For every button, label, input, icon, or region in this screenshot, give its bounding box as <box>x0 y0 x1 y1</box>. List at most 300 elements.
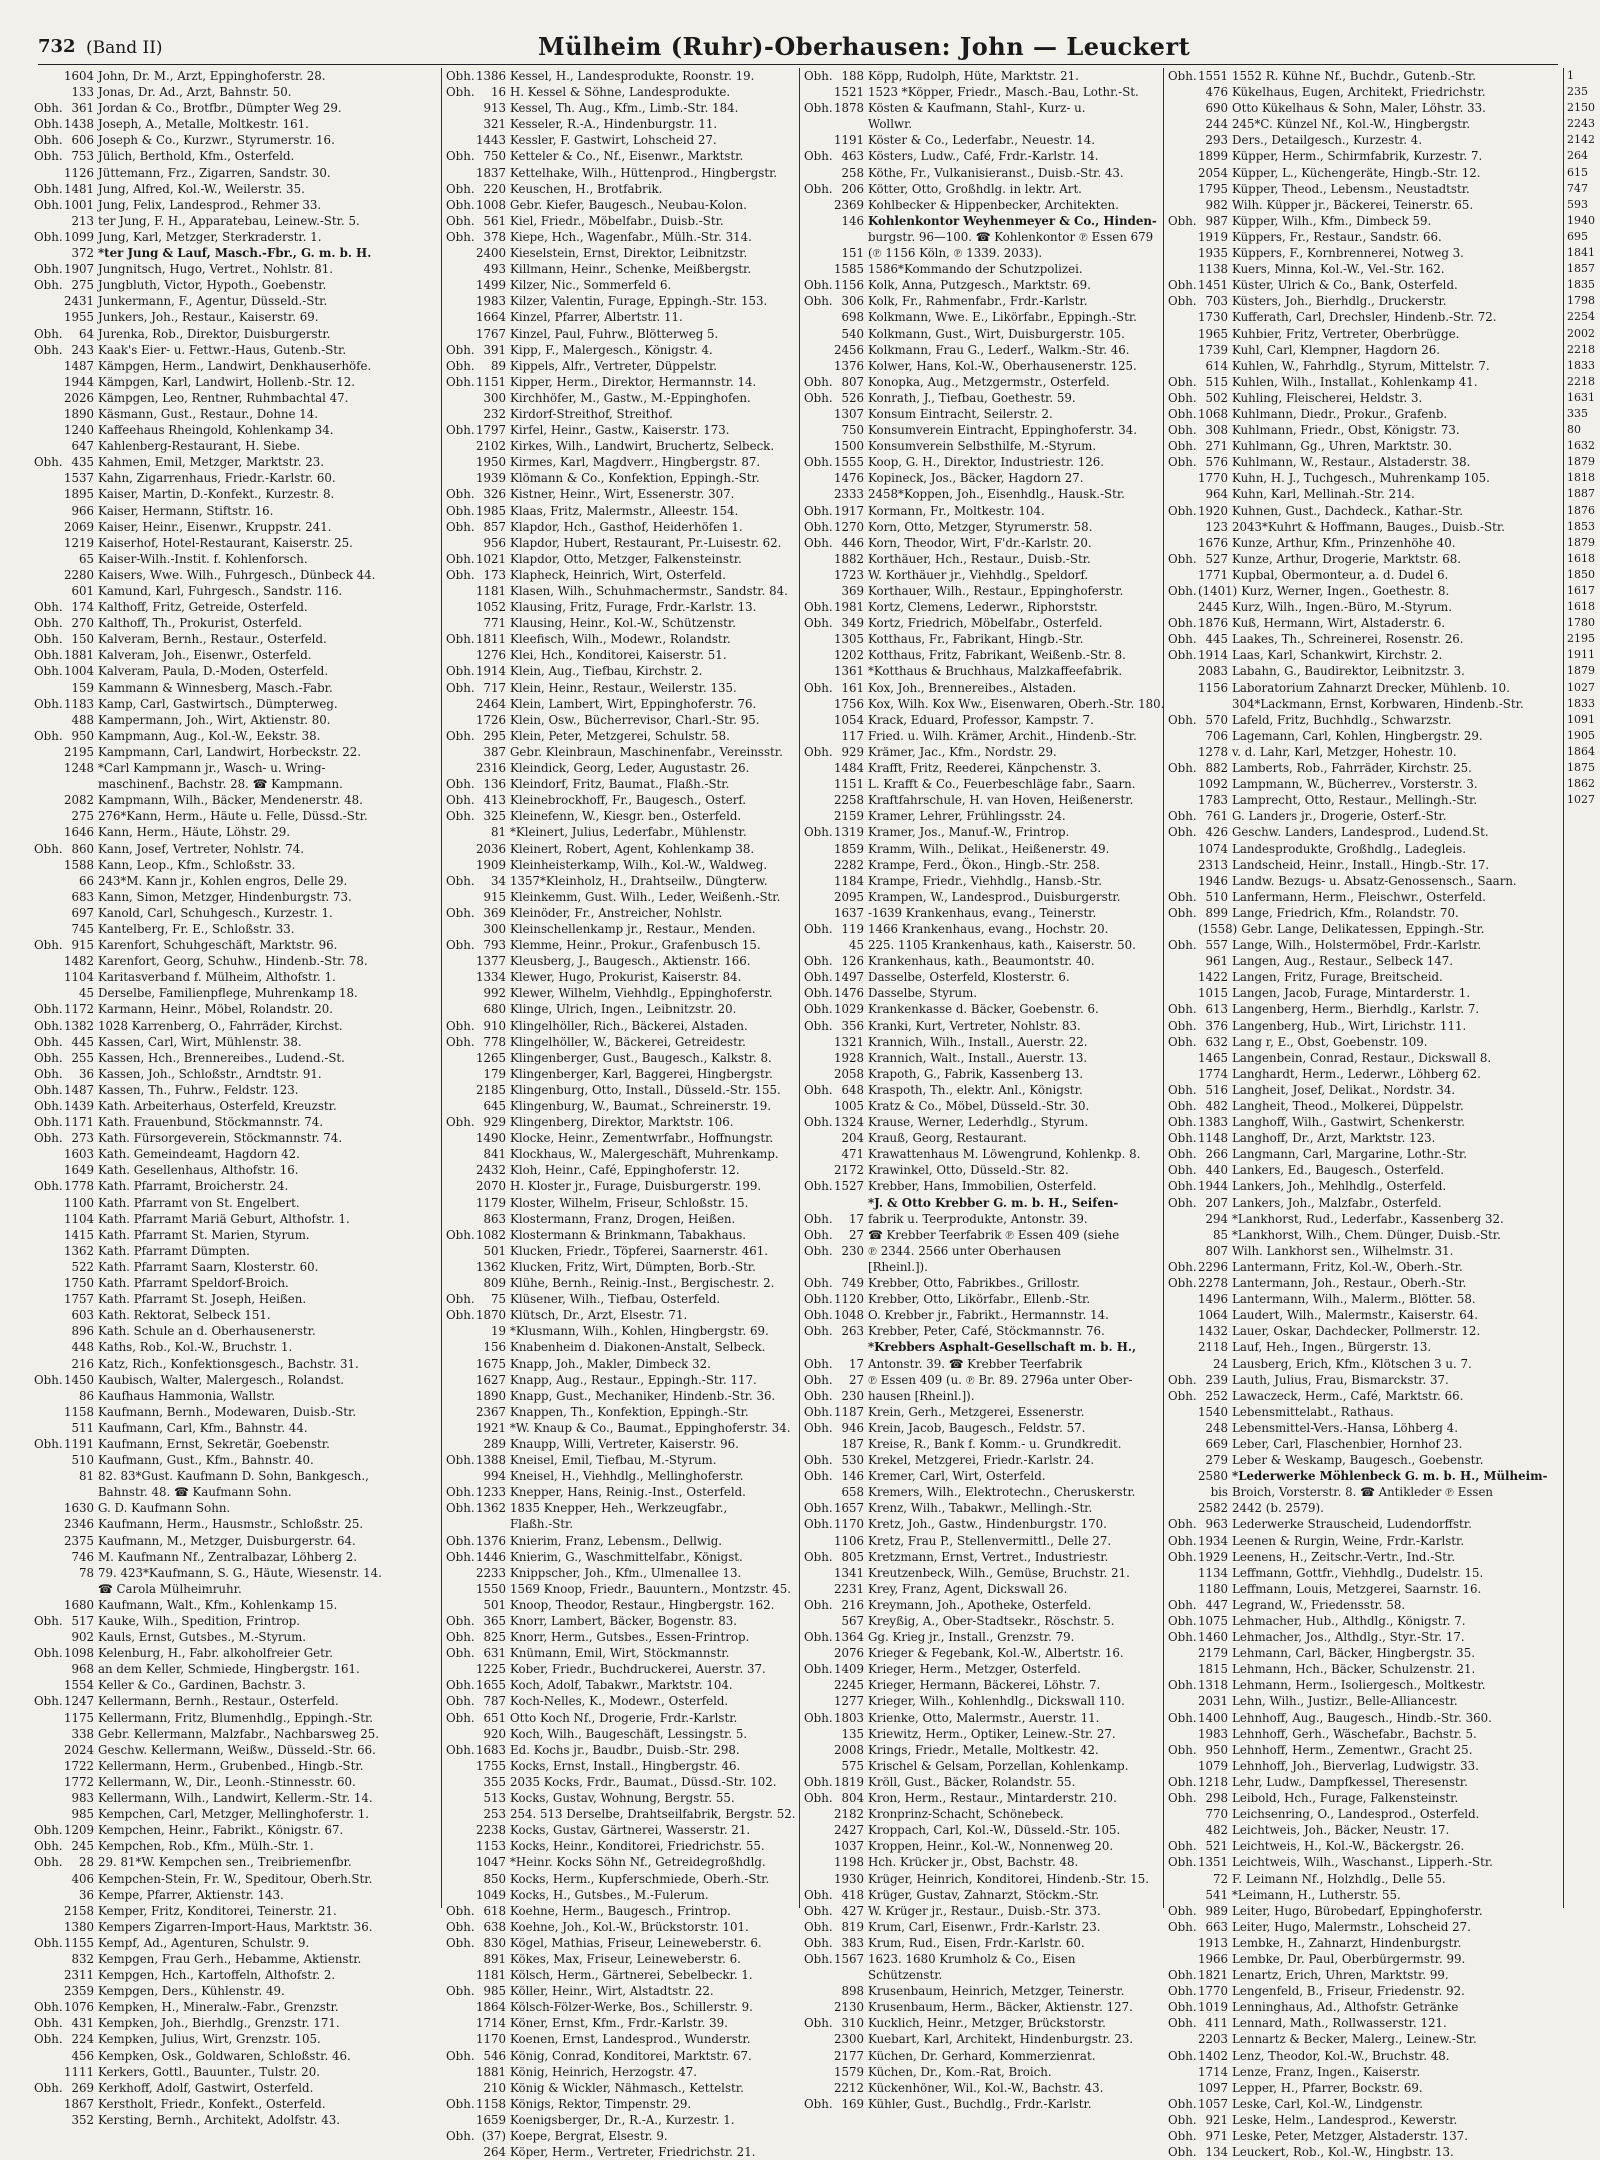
directory-entry <box>804 583 1160 599</box>
entry-text: Kuhlmann, Gg., Uhren, Marktstr. 30. <box>1232 439 1452 454</box>
entry-text: Leske, Carl, Kol.-W., Lindgenstr. <box>1232 2096 1424 2111</box>
entry-text: Kellermann, Bernh., Restaur., Osterfeld. <box>98 1694 339 1709</box>
entry-phone-number: 2278 <box>1198 1276 1229 1291</box>
entry-phone-number: 1882 <box>834 551 865 566</box>
entry-phone-number: 1324 <box>834 1115 865 1130</box>
entry-phone-number: 1676 <box>1198 535 1229 550</box>
directory-entry <box>1168 1919 1559 1935</box>
entry-district: Obh. <box>446 374 475 389</box>
entry-district: Obh. <box>1168 1179 1197 1194</box>
entry-text: Jung, Alfred, Kol.-W., Weilerstr. 35. <box>98 181 305 196</box>
entry-district: Obh. <box>804 1774 833 1789</box>
entry-text: Kleinert, Robert, Agent, Kohlenkamp 38. <box>510 841 755 856</box>
entry-phone-number: 1278 <box>1198 744 1229 759</box>
entry-district: Obh. <box>804 1002 833 1017</box>
entry-phone-number: 891 <box>483 1951 506 1966</box>
edge-number: 1 <box>1567 69 1574 82</box>
entry-phone-number: 898 <box>841 1984 864 1999</box>
entry-phone-number: 1172 <box>64 1002 95 1017</box>
entry-phone-number: 832 <box>71 1951 94 1966</box>
entry-district: Obh. <box>1168 584 1197 598</box>
entry-text: (℗ 1156 Köln, ℗ 1339. 2033). <box>868 246 1043 261</box>
entry-district: Obh. <box>804 744 833 759</box>
directory-entry <box>804 744 1160 760</box>
directory-entry <box>1168 277 1559 293</box>
entry-text: Kempgen, Hch., Kartoffeln, Althofstr. 2. <box>98 1968 336 1983</box>
entry-phone-number: 1074 <box>1198 841 1229 856</box>
entry-phone-number: 1415 <box>64 1227 95 1242</box>
entry-text: Krüger, Heinrich, Konditorei, Hindenb.-Str. 15. <box>868 1871 1149 1886</box>
entry-phone-number: 471 <box>841 1147 864 1162</box>
entry-text: Koenen, Ernst, Landesprod., Wunderstr. <box>510 2032 751 2047</box>
entry-text: Kröll, Gust., Bäcker, Rolandstr. 55. <box>868 1774 1076 1789</box>
entry-phone-number: 1859 <box>834 841 865 856</box>
entry-text: Kolk, Anna, Putzgesch., Marktstr. 69. <box>868 278 1091 293</box>
entry-text: Lankers, Joh., Malzfabr., Osterfeld. <box>1232 1195 1442 1210</box>
entry-phone-number: 510 <box>1205 889 1228 904</box>
entry-phone-number: 706 <box>1205 728 1228 743</box>
entry-district: Obh. <box>34 2032 63 2047</box>
entry-district: Obh. <box>34 1614 63 1628</box>
entry-text: Koepe, Bergrat, Elsestr. 9. <box>510 2129 668 2143</box>
entry-phone-number: 295 <box>483 728 506 743</box>
directory-entry <box>1168 728 1559 744</box>
entry-text: Derselbe, Familienpflege, Muhrenkamp 18. <box>98 986 358 1001</box>
entry-phone-number: 258 <box>841 165 864 180</box>
directory-entry <box>446 1806 796 1822</box>
directory-entry <box>446 1790 796 1806</box>
entry-phone-number: 27 <box>848 1227 864 1242</box>
entry-text: Kober, Friedr., Buchdruckerei, Auerstr. 37. <box>510 1662 766 1677</box>
entry-phone-number: 1187 <box>834 1404 865 1419</box>
entry-text: Kleinheisterkamp, Wilh., Kol.-W., Waldweg. <box>510 857 768 872</box>
entry-text: Kirkes, Wilh., Landwirt, Bruchertz, Selbeck. <box>510 439 775 454</box>
directory-entry <box>446 1549 796 1565</box>
directory-entry <box>1168 1034 1559 1050</box>
entry-district: Obh. <box>804 1903 833 1918</box>
entry-text: Kahmen, Emil, Metzger, Marktstr. 23. <box>98 455 324 470</box>
entry-text: Klingelhöller, Rich., Bäckerei, Alstaden. <box>510 1018 748 1033</box>
edge-number: 2002 <box>1567 326 1595 340</box>
entry-phone-number: 1950 <box>476 455 507 470</box>
directory-entry <box>804 277 1160 293</box>
directory-entry <box>34 1307 438 1323</box>
directory-entry <box>1168 165 1559 181</box>
entry-district: Obh. <box>1168 406 1197 421</box>
entry-text: Kocks, Herm., Kupferschmiede, Oberh.-Str. <box>510 1871 770 1886</box>
entry-text: O. Krebber jr., Fabrikt., Hermannstr. 14. <box>868 1308 1109 1323</box>
entry-phone-number: 2431 <box>64 294 95 309</box>
entry-text: Kneisel, Emil, Tiefbau, M.-Styrum. <box>510 1453 717 1468</box>
entry-phone-number: 658 <box>841 1485 864 1500</box>
directory-entry <box>1168 1484 1559 1500</box>
entry-district: Obh. <box>804 680 833 695</box>
entry-phone-number: 36 <box>78 1066 94 1081</box>
entry-text: Kämpgen, Leo, Rentner, Ruhmbachtal 47. <box>98 390 349 405</box>
entry-phone-number: 501 <box>483 1597 506 1612</box>
entry-text: Kleinkemm, Gust. Wilh., Leder, Weißenh.-Str. <box>510 889 781 904</box>
entry-district: Obh. <box>34 1018 63 1033</box>
directory-entry <box>804 712 1160 728</box>
entry-phone-number: 17 <box>848 1356 864 1371</box>
entry-text: Kirmes, Karl, Magdverr., Hingbergstr. 87. <box>510 455 761 470</box>
entry-text: Krannich, Wilh., Install., Auerstr. 22. <box>868 1034 1088 1049</box>
entry-phone-number: 1540 <box>1198 1404 1229 1419</box>
entry-text: Kellermann, Herm., Grubenbed., Hingb.-Str. <box>98 1758 364 1773</box>
entry-phone-number: 1155 <box>64 1935 95 1950</box>
entry-phone-number: 1890 <box>476 1388 507 1403</box>
directory-entry <box>1168 1468 1559 1484</box>
entry-text: Kath. Rektorat, Selbeck 151. <box>98 1308 271 1323</box>
entry-phone-number: 1318 <box>1198 1678 1229 1693</box>
entry-district: Obh. <box>446 423 475 438</box>
entry-phone-number: 216 <box>841 1597 864 1612</box>
entry-phone-number: 1270 <box>834 519 865 534</box>
entry-district: Obh. <box>804 535 833 550</box>
entry-phone-number: 745 <box>71 921 94 936</box>
entry-district: Obh. <box>1168 1630 1197 1645</box>
directory-entry <box>1168 1903 1559 1919</box>
entry-phone-number: 669 <box>1205 1436 1228 1451</box>
entry-phone-number: 2400 <box>476 246 507 261</box>
directory-entry <box>1168 1597 1559 1613</box>
entry-text: ter Jung, F. H., Apparatebau, Leinew.-Str. 5. <box>98 213 360 228</box>
entry-phone-number: 1068 <box>1198 406 1229 421</box>
entry-text: Lantermann, Joh., Restaur., Oberh.-Str. <box>1232 1276 1467 1291</box>
entry-phone-number: 1756 <box>834 696 865 711</box>
directory-entry <box>804 937 1160 953</box>
entry-district: Obh. <box>446 1115 475 1130</box>
directory-entry <box>1168 1307 1559 1323</box>
entry-district: Obh. <box>34 1646 63 1661</box>
directory-entry <box>446 1388 796 1404</box>
entry-text: Krapoth, G., Fabrik, Kassenberg 13. <box>868 1066 1084 1081</box>
entry-phone-number: 985 <box>71 1807 94 1822</box>
directory-entry <box>1168 503 1559 519</box>
entry-text: Kerkhoff, Adolf, Gastwirt, Osterfeld. <box>98 2080 314 2095</box>
entry-district: Obh. <box>446 213 475 228</box>
entry-text: Kunze, Arthur, Kfm., Prinzenhöhe 40. <box>1232 535 1456 550</box>
directory-entry <box>34 937 438 953</box>
entry-phone-number: 1307 <box>834 406 865 421</box>
directory-entry <box>804 1565 1160 1581</box>
entry-text: Lauf, Heh., Ingen., Bürgerstr. 13. <box>1232 1340 1432 1355</box>
entry-phone-number: 1446 <box>476 1549 507 1564</box>
entry-phone-number: 778 <box>483 1034 506 1049</box>
entry-phone-number: 1052 <box>476 600 507 615</box>
entry-phone-number: 1148 <box>1198 1131 1229 1146</box>
entry-phone-number: 2245 <box>834 1678 865 1693</box>
directory-entry <box>446 293 796 309</box>
edge-number: 1833 <box>1567 696 1595 710</box>
directory-entry <box>804 1726 1160 1742</box>
edge-number: 1027 <box>1567 793 1595 807</box>
entry-text: Dasselbe, Styrum. <box>868 986 978 1001</box>
entry-district: Obh. <box>446 2048 475 2063</box>
entry-district: Obh. <box>1168 2048 1197 2063</box>
entry-phone-number: 1646 <box>64 825 95 840</box>
entry-phone-number: 698 <box>841 310 864 325</box>
entry-phone-number: 1151 <box>476 374 507 389</box>
entry-phone-number: 1484 <box>834 761 865 776</box>
entry-phone-number: 2076 <box>834 1646 865 1661</box>
entry-district: Obh. <box>34 455 63 470</box>
entry-text: Leenen & Rurgin, Weine, Frdr.-Karlstr. <box>1232 1533 1465 1548</box>
entry-district: Obh. <box>446 1646 475 1661</box>
directory-entry <box>446 342 796 358</box>
entry-district: Obh. <box>1168 1099 1197 1113</box>
entry-text: Knorr, Herm., Gutsbes., Essen-Frintrop. <box>510 1630 750 1645</box>
entry-phone-number: 1944 <box>64 374 95 389</box>
entry-phone-number: 75 <box>490 1292 506 1307</box>
entry-district: Obh. <box>1168 1388 1197 1403</box>
entry-phone-number: 522 <box>71 1259 94 1274</box>
entry-district: Obh. <box>804 278 833 293</box>
entry-phone-number: 133 <box>71 85 94 100</box>
entry-text: Klasen, Wilh., Schuhmachermstr., Sandstr. 84. <box>510 584 788 598</box>
entry-phone-number: 1120 <box>834 1292 865 1307</box>
entry-phone-number: 1460 <box>1198 1630 1229 1645</box>
directory-entry <box>446 567 796 583</box>
entry-phone-number: 929 <box>483 1115 506 1130</box>
entry-phone-number: 631 <box>483 1646 506 1661</box>
entry-phone-number: 1153 <box>476 1839 507 1854</box>
entry-district: Obh. <box>34 181 63 196</box>
entry-phone-number: 1057 <box>1198 2096 1229 2111</box>
entry-text: Kempers Zigarren-Import-Haus, Marktstr. 36. <box>98 1919 373 1934</box>
entry-district: Obh. <box>1168 1259 1197 1274</box>
entry-phone-number: 1770 <box>1198 1984 1229 1999</box>
entry-phone-number: 135 <box>841 1726 864 1741</box>
entry-phone-number: 809 <box>483 1276 506 1291</box>
entry-text: Kaiser, Hermann, Stiftstr. 16. <box>98 503 274 518</box>
entry-text: ℗ Essen 409 (u. ℗ Br. 89. 2796a unter Ober- <box>868 1372 1133 1387</box>
entry-phone-number: 1521 <box>834 85 865 100</box>
entry-phone-number: 2231 <box>834 1581 865 1596</box>
entry-text: Lampmann, W., Bücherrev., Vorsterstr. 3. <box>1232 777 1478 792</box>
entry-district: Obh. <box>1168 1195 1197 1210</box>
entry-text: Klingenburg, W., Baumat., Schreinerstr. 19. <box>510 1099 772 1113</box>
directory-entry <box>446 1999 796 2015</box>
entry-text: Kremers, Wilh., Elektrotechn., Cheruskerstr. <box>868 1485 1136 1500</box>
directory-entry <box>446 1742 796 1758</box>
entry-phone-number: 156 <box>483 1340 506 1355</box>
directory-entry <box>804 1951 1160 1967</box>
entry-text: *Carl Kampmann jr., Wasch- u. Wring- <box>98 761 326 776</box>
directory-entry <box>34 1066 438 1082</box>
entry-text: Knapp, Gust., Mechaniker, Hindenb.-Str. 36. <box>510 1388 776 1403</box>
entry-phone-number: 264 <box>483 2145 506 2160</box>
entry-text: -1639 Krankenhaus, evang., Teinerstr. <box>868 905 1097 920</box>
entry-text: Kaffeehaus Rheingold, Kohlenkamp 34. <box>98 423 334 438</box>
entry-text: *Leimann, H., Lutherstr. 55. <box>1232 1887 1401 1902</box>
directory-entry <box>446 1822 796 1838</box>
entry-phone-number: 1726 <box>476 712 507 727</box>
entry-district: Obh. <box>34 1823 63 1838</box>
entry-text: Kuhl, Carl, Klempner, Hagdorn 26. <box>1232 342 1441 357</box>
directory-entry <box>446 921 796 937</box>
next-page-edge <box>1563 68 1600 1908</box>
entry-phone-number: 24 <box>1212 1356 1228 1371</box>
entry-text: Krusenbaum, Herm., Bäcker, Aktienstr. 127. <box>868 2000 1133 2015</box>
directory-entry <box>1168 1146 1559 1162</box>
entry-phone-number: 376 <box>1205 1018 1228 1033</box>
directory-entry <box>34 1484 438 1500</box>
entry-text: Lepper, H., Pfarrer, Bockstr. 69. <box>1232 2080 1423 2095</box>
entry-phone-number: 325 <box>483 809 506 824</box>
directory-entry <box>1168 213 1559 229</box>
entry-text: Kanold, Carl, Schuhgesch., Kurzestr. 1. <box>98 905 333 920</box>
entry-text: Kath. Pfarramt Dümpten. <box>98 1243 250 1258</box>
entry-text: Krawattenhaus M. Löwengrund, Kohlenkp. 8. <box>868 1147 1141 1162</box>
entry-phone-number: 179 <box>483 1066 506 1081</box>
entry-text: Lawaczeck, Herm., Café, Marktstr. 66. <box>1232 1388 1464 1403</box>
entry-phone-number: 527 <box>1205 551 1228 566</box>
edge-number: 1818 <box>1567 471 1595 485</box>
entry-district: Obh. <box>804 1227 833 1242</box>
entry-district: Obh. <box>804 1179 833 1194</box>
entry-text: Kufferath, Carl, Drechsler, Hindenb.-Str. 72. <box>1232 310 1497 325</box>
entry-phone-number: 1878 <box>834 101 865 116</box>
entry-text: Konrath, J., Tiefbau, Goethestr. 59. <box>868 390 1076 405</box>
entry-phone-number: 1265 <box>476 1050 507 1065</box>
entry-text: 2442 (b. 2579). <box>1232 1501 1324 1516</box>
directory-entry <box>1168 1999 1559 2015</box>
directory-entry <box>1168 2015 1559 2031</box>
entry-district: Obh. <box>1168 1710 1197 1725</box>
entry-text: Kirdorf-Streithof, Streithof. <box>510 406 673 421</box>
entry-text: Köpp, Rudolph, Hüte, Marktstr. 21. <box>868 69 1079 83</box>
entry-district: Obh. <box>34 2000 63 2015</box>
entry-text: Krebber, Peter, Café, Stöckmannstr. 76. <box>868 1324 1105 1339</box>
entry-phone-number: 2464 <box>476 696 507 711</box>
directory-entry <box>804 776 1160 792</box>
entry-text: Kipper, Herm., Direktor, Hermannstr. 14. <box>510 374 757 389</box>
directory-entry <box>804 181 1160 197</box>
entry-text: Kamund, Karl, Fuhrgesch., Sandstr. 116. <box>98 584 343 598</box>
entry-text: Kempken, Osk., Goldwaren, Schloßstr. 46. <box>98 2048 351 2063</box>
entry-phone-number: 2432 <box>476 1163 507 1178</box>
entry-text: H. Kloster jr., Furage, Duisburgerstr. 199. <box>510 1179 762 1194</box>
directory-entry <box>804 245 1160 261</box>
directory-entry <box>1168 551 1559 567</box>
edge-number: 1835 <box>1567 278 1595 292</box>
entry-text: Krüger, Gustav, Zahnarzt, Stöckm.-Str. <box>868 1887 1100 1902</box>
directory-entry <box>446 1098 796 1114</box>
directory-entry <box>1168 905 1559 921</box>
entry-text: Kempe, Pfarrer, Aktienstr. 143. <box>98 1887 284 1902</box>
entry-text: Kath. Pfarramt von St. Engelbert. <box>98 1195 300 1210</box>
entry-text: Koenigsberger, Dr., R.-A., Kurzestr. 1. <box>510 2112 735 2127</box>
entry-text: an dem Keller, Schmiede, Hingbergstr. 161. <box>98 1662 360 1677</box>
directory-entry <box>1168 824 1559 840</box>
entry-phone-number: 369 <box>483 905 506 920</box>
entry-phone-number: 1588 <box>64 857 95 872</box>
entry-district: Obh. <box>446 1742 475 1757</box>
entry-district: Obh. <box>446 680 475 695</box>
entry-text: Kath. Gesellenhaus, Althofstr. 16. <box>98 1163 299 1178</box>
edge-number: 1876 <box>1567 503 1595 517</box>
entry-phone-number: 1550 <box>476 1581 507 1596</box>
entry-text: Jonas, Dr. Ad., Arzt, Bahnstr. 50. <box>98 85 292 100</box>
directory-entry <box>446 68 796 84</box>
entry-text: Kalveram, Paula, D.-Moden, Osterfeld. <box>98 664 329 679</box>
entry-phone-number: 2582 <box>1198 1501 1229 1516</box>
entry-district: Obh. <box>1168 1614 1197 1628</box>
directory-entry <box>34 2031 438 2047</box>
entry-phone-number: 787 <box>483 1694 506 1709</box>
directory-entry <box>804 1516 1160 1532</box>
entry-phone-number: 526 <box>841 390 864 405</box>
directory-entry <box>804 470 1160 486</box>
entry-text: Kämpgen, Karl, Landwirt, Hollenb.-Str. 12. <box>98 374 355 389</box>
entry-text: Knierim, G., Waschmittelfabr., Königst. <box>510 1549 743 1564</box>
directory-entry <box>34 84 438 100</box>
entry-district: Obh. <box>1168 1276 1197 1291</box>
entry-phone-number: 511 <box>71 1420 94 1435</box>
directory-entry <box>1168 181 1559 197</box>
directory-entry <box>34 921 438 937</box>
directory-entry <box>1168 1581 1559 1597</box>
entry-phone-number: 1334 <box>476 970 507 985</box>
entry-text: Krein, Jacob, Baugesch., Feldstr. 57. <box>868 1420 1086 1435</box>
directory-entry <box>804 1243 1160 1259</box>
directory-entry <box>34 1935 438 1951</box>
entry-phone-number: 1465 <box>1198 1050 1229 1065</box>
entry-phone-number: 1099 <box>64 229 95 244</box>
entry-text: Klinge, Ulrich, Ingen., Leibnitzstr. 20. <box>510 1002 737 1017</box>
entry-phone-number: 81 <box>490 825 506 840</box>
directory-entry <box>446 1227 796 1243</box>
directory-entry <box>804 148 1160 164</box>
entry-text: Küster, Ulrich & Co., Bank, Osterfeld. <box>1232 278 1458 293</box>
directory-entry <box>446 1130 796 1146</box>
entry-district: Obh. <box>1168 69 1197 83</box>
entry-phone-number: 1351 <box>1198 1855 1229 1870</box>
entry-text: Kaufmann, Gust., Kfm., Bahnstr. 40. <box>98 1453 314 1468</box>
entry-phone-number: (37) <box>481 2129 506 2143</box>
entry-phone-number: 413 <box>483 793 506 808</box>
edge-number: 1617 <box>1567 584 1595 597</box>
entry-text: Kleinschellenkamp jr., Restaur., Menden. <box>510 921 756 936</box>
entry-text: Langen, Aug., Restaur., Selbeck 147. <box>1232 954 1454 969</box>
entry-text: Lehmann, Hch., Bäcker, Schulzenstr. 21. <box>1232 1662 1476 1677</box>
entry-text: Kempken, H., Mineralw.-Fabr., Grenzstr. <box>98 2000 339 2015</box>
entry-text: Kopineck, Jos., Bäcker, Hagdorn 27. <box>868 471 1084 486</box>
entry-text: Konsumverein Selbsthilfe, M.-Styrum. <box>868 439 1097 454</box>
entry-text: *Lederwerke Möhlenbeck G. m. b. H., Mülheim- <box>1232 1469 1548 1484</box>
entry-district: Obh. <box>804 101 833 116</box>
directory-entry <box>1168 1356 1559 1372</box>
directory-entry <box>804 1098 1160 1114</box>
directory-entry <box>804 1597 1160 1613</box>
entry-phone-number: 1171 <box>64 1115 95 1130</box>
entry-text: Kipp, F., Malergesch., Königstr. 4. <box>510 342 713 357</box>
directory-entry <box>446 2128 796 2144</box>
directory-entry <box>446 1066 796 1082</box>
directory-entry <box>804 969 1160 985</box>
directory-entry <box>446 261 796 277</box>
directory-entry <box>1168 1259 1559 1275</box>
entry-text: Kuhnen, Gust., Dachdeck., Kathar.-Str. <box>1232 503 1463 518</box>
entry-phone-number: 308 <box>1205 423 1228 438</box>
entry-text: Kriewitz, Herm., Optiker, Leinew.-Str. 27. <box>868 1726 1116 1741</box>
entry-phone-number: 1881 <box>476 2064 507 2079</box>
entry-text: Klapdor, Otto, Metzger, Falkensteinstr. <box>510 551 742 566</box>
directory-entry <box>1168 808 1559 824</box>
entry-text: *Krebbers Asphalt-Gesellschaft m. b. H., <box>868 1340 1137 1355</box>
directory-entry <box>34 808 438 824</box>
